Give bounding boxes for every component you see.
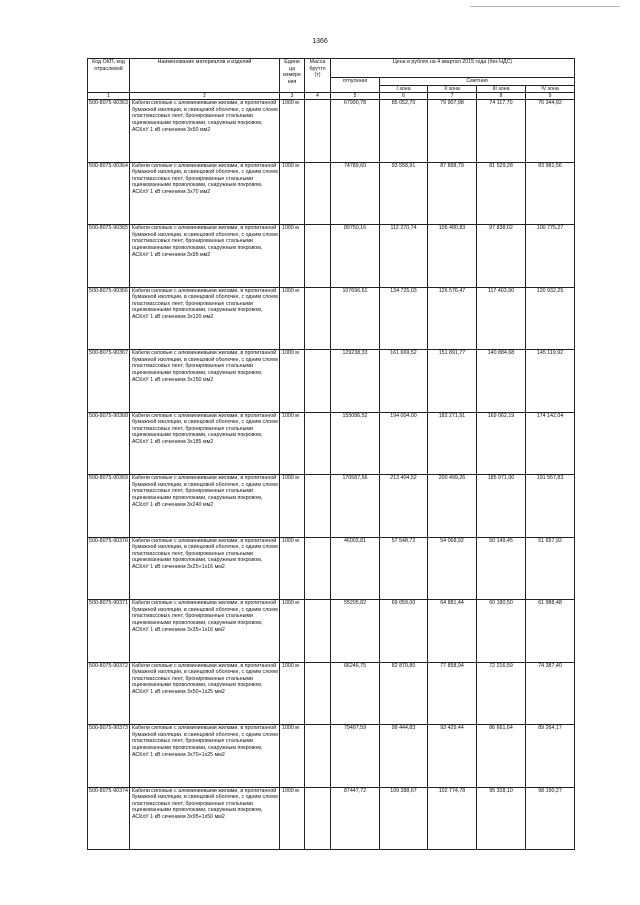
zone4-price-cell: 76 344,92 <box>526 100 575 163</box>
table-row <box>88 600 575 663</box>
release-price-cell: 66246,75 <box>331 662 380 725</box>
zone1-price-cell: 194 004,00 <box>380 412 428 475</box>
header-row-1 <box>88 59 575 78</box>
zone4-price-cell: 191 557,83 <box>526 475 575 538</box>
mass-cell <box>305 537 331 600</box>
zone2-price-cell: 77 858,94 <box>428 662 477 725</box>
zone3-price-cell: 60 180,50 <box>477 600 526 663</box>
mass-cell <box>305 412 331 475</box>
name-cell: Кабели силовые с алюминиевыми жилами, в пропитанной бумажной изоляции, в свинцовой оболочке, с одним слоем пластмассовых лент, бронированные стальными оцинкованными проволоками, снаружным покровом, АСКлУ 1 кВ сечением 3х25+1х16 мм2 <box>130 537 280 600</box>
zone1-price-cell: 99 444,83 <box>380 725 428 788</box>
zone1-price-cell: 82 870,80 <box>380 662 428 725</box>
code-cell: 500-8075-90369 <box>88 475 130 538</box>
top-rule <box>470 6 620 7</box>
header-release: отпускная <box>331 78 380 93</box>
zone3-price-cell: 169 062,19 <box>477 412 526 475</box>
column-number: 4 <box>305 93 331 100</box>
name-cell: Кабели силовые с алюминиевыми жилами, в пропитанной бумажной изоляции, в свинцовой оболочке, с одним слоем пластмассовых лент, бронированные стальными оцинкованными проволоками, снаружным покровом, АСКлУ 1 кВ сечением 3х95+1х50 мм2 <box>130 787 280 850</box>
code-cell: 500-8075-90371 <box>88 600 130 663</box>
table-row <box>88 100 575 163</box>
header-code: Код ОКП, код отраслевой <box>88 59 130 93</box>
column-number-row <box>88 93 575 100</box>
zone1-price-cell: 213 404,52 <box>380 475 428 538</box>
header-zone3: III зона <box>477 85 526 93</box>
zone2-price-cell: 64 881,44 <box>428 600 477 663</box>
zone2-price-cell: 54 068,92 <box>428 537 477 600</box>
unit-cell: 1000 м <box>280 662 305 725</box>
name-cell: Кабели силовые с алюминиевыми жилами, в пропитанной бумажной изоляции, в свинцовой оболочке, с одним слоем пластмассовых лент, бронированные стальными оцинкованными проволоками, снаружным покровом, АСКлУ 1 кВ сечением 3х50 мм2 <box>130 100 280 163</box>
zone1-price-cell: 93 558,91 <box>380 162 428 225</box>
table-row <box>88 350 575 413</box>
unit-cell: 1000 м <box>280 350 305 413</box>
zone4-price-cell: 51 657,92 <box>526 537 575 600</box>
mass-cell <box>305 787 331 850</box>
unit-cell: 1000 м <box>280 412 305 475</box>
zone2-price-cell: 93 429,44 <box>428 725 477 788</box>
unit-cell: 1000 м <box>280 225 305 288</box>
zone2-price-cell: 105 480,83 <box>428 225 477 288</box>
zone4-price-cell: 98 190,27 <box>526 787 575 850</box>
table-row <box>88 412 575 475</box>
zone2-price-cell: 151 891,77 <box>428 350 477 413</box>
release-price-cell: 129238,33 <box>331 350 380 413</box>
name-cell: Кабели силовые с алюминиевыми жилами, в пропитанной бумажной изоляции, в свинцовой оболочке, с одним слоем пластмассовых лент, бронированные стальными оцинкованными проволоками, снаружным покровом, АСКлУ 1 кВ сечением 3х185 мм2 <box>130 412 280 475</box>
unit-cell: 1000 м <box>280 162 305 225</box>
column-number: 1 <box>88 93 130 100</box>
zone4-price-cell: 120 932,25 <box>526 287 575 350</box>
table-body <box>88 59 575 850</box>
release-price-cell: 46003,81 <box>331 537 380 600</box>
zone4-price-cell: 61 988,48 <box>526 600 575 663</box>
column-number: 5 <box>331 93 380 100</box>
header-unit: Едини ца измере ния <box>280 59 305 93</box>
release-price-cell: 87447,72 <box>331 787 380 850</box>
release-price-cell: 74789,60 <box>331 162 380 225</box>
release-price-cell: 107696,61 <box>331 287 380 350</box>
zone2-price-cell: 182 271,91 <box>428 412 477 475</box>
zone2-price-cell: 87 898,79 <box>428 162 477 225</box>
price-table <box>87 58 575 850</box>
release-price-cell: 55205,82 <box>331 600 380 663</box>
code-cell: 500-8075-90365 <box>88 225 130 288</box>
mass-cell <box>305 662 331 725</box>
mass-cell <box>305 225 331 288</box>
unit-cell: 1000 м <box>280 600 305 663</box>
table-row <box>88 475 575 538</box>
zone3-price-cell: 72 216,59 <box>477 662 526 725</box>
zone1-price-cell: 109 388,67 <box>380 787 428 850</box>
code-cell: 500-8075-90372 <box>88 662 130 725</box>
unit-cell: 1000 м <box>280 787 305 850</box>
unit-cell: 1000 м <box>280 537 305 600</box>
column-number: 2 <box>130 93 280 100</box>
zone4-price-cell: 100 775,27 <box>526 225 575 288</box>
code-cell: 500-8075-90363 <box>88 100 130 163</box>
header-zone4: IV зона <box>526 85 575 93</box>
code-cell: 500-8075-90370 <box>88 537 130 600</box>
zone4-price-cell: 83 981,56 <box>526 162 575 225</box>
table-row <box>88 287 575 350</box>
zone4-price-cell: 174 142,04 <box>526 412 575 475</box>
name-cell: Кабели силовые с алюминиевыми жилами, в пропитанной бумажной изоляции, в свинцовой оболочке, с одним слоем пластмассовых лент, бронированные стальными оцинкованными проволоками, снаружным покровом, АСКлУ 1 кВ сечением 3х50+1х25 мм2 <box>130 662 280 725</box>
zone3-price-cell: 50 149,45 <box>477 537 526 600</box>
name-cell: Кабели силовые с алюминиевыми жилами, в пропитанной бумажной изоляции, в свинцовой оболочке, с одним слоем пластмассовых лент, бронированные стальными оцинкованными проволоками, снаружным покровом, АСКлУ 1 кВ сечением 3х70 мм2 <box>130 162 280 225</box>
table-row <box>88 225 575 288</box>
unit-cell: 1000 м <box>280 287 305 350</box>
release-price-cell: 67990,78 <box>331 100 380 163</box>
code-cell: 500-8075-90368 <box>88 412 130 475</box>
name-cell: Кабели силовые с алюминиевыми жилами, в пропитанной бумажной изоляции, в свинцовой оболочке, с одним слоем пластмассовых лент, бронированные стальными оцинкованными проволоками, снаружным покровом, АСКлУ 1 кВ сечением 3х95 мм2 <box>130 225 280 288</box>
mass-cell <box>305 100 331 163</box>
column-number: 9 <box>526 93 575 100</box>
zone3-price-cell: 185 971,00 <box>477 475 526 538</box>
table-row <box>88 162 575 225</box>
header-estimate: Сметная <box>380 78 575 86</box>
table-row <box>88 725 575 788</box>
zone2-price-cell: 79 907,98 <box>428 100 477 163</box>
header-zone2: II зона <box>428 85 477 93</box>
page-number: 1366 <box>312 38 328 45</box>
release-price-cell: 89750,16 <box>331 225 380 288</box>
zone1-price-cell: 57 548,72 <box>380 537 428 600</box>
mass-cell <box>305 162 331 225</box>
mass-cell <box>305 350 331 413</box>
column-number: 3 <box>280 93 305 100</box>
code-cell: 500-8075-90367 <box>88 350 130 413</box>
code-cell: 500-8075-90373 <box>88 725 130 788</box>
name-cell: Кабели силовые с алюминиевыми жилами, в пропитанной бумажной изоляции, в свинцовой оболочке, с одним слоем пластмассовых лент, бронированные стальными оцинкованными проволоками, снаружным покровом, АСКлУ 1 кВ сечением 3х120 мм2 <box>130 287 280 350</box>
column-number: 7 <box>428 93 477 100</box>
table-row <box>88 787 575 850</box>
column-number: 8 <box>477 93 526 100</box>
code-cell: 500-8075-90374 <box>88 787 130 850</box>
name-cell: Кабели силовые с алюминиевыми жилами, в пропитанной бумажной изоляции, в свинцовой оболочке, с одним слоем пластмассовых лент, бронированные стальными оцинкованными проволоками, снаружным покровом, АСКлУ 1 кВ сечением 3х240 мм2 <box>130 475 280 538</box>
code-cell: 500-8075-90366 <box>88 287 130 350</box>
zone1-price-cell: 85 052,70 <box>380 100 428 163</box>
zone1-price-cell: 69 059,00 <box>380 600 428 663</box>
zone1-price-cell: 134 725,03 <box>380 287 428 350</box>
release-price-cell: 170587,56 <box>331 475 380 538</box>
zone1-price-cell: 161 669,52 <box>380 350 428 413</box>
zone3-price-cell: 117 403,90 <box>477 287 526 350</box>
release-price-cell: 79497,59 <box>331 725 380 788</box>
unit-cell: 1000 м <box>280 725 305 788</box>
zone1-price-cell: 112 270,74 <box>380 225 428 288</box>
table-row <box>88 537 575 600</box>
column-number: 6 <box>380 93 428 100</box>
release-price-cell: 155086,52 <box>331 412 380 475</box>
zone2-price-cell: 102 774,78 <box>428 787 477 850</box>
zone4-price-cell: 145 119,92 <box>526 350 575 413</box>
mass-cell <box>305 475 331 538</box>
mass-cell <box>305 725 331 788</box>
header-mass: Масса брутто (т) <box>305 59 331 93</box>
header-name: Наименование материалов и изделий <box>130 59 280 93</box>
mass-cell <box>305 287 331 350</box>
zone3-price-cell: 74 117,70 <box>477 100 526 163</box>
zone4-price-cell: 89 264,17 <box>526 725 575 788</box>
code-cell: 500-8075-90364 <box>88 162 130 225</box>
zone2-price-cell: 126 576,47 <box>428 287 477 350</box>
header-zone1: I зона <box>380 85 428 93</box>
zone3-price-cell: 140 884,68 <box>477 350 526 413</box>
name-cell: Кабели силовые с алюминиевыми жилами, в пропитанной бумажной изоляции, в свинцовой оболочке, с одним слоем пластмассовых лент, бронированные стальными оцинкованными проволоками, снаружным покровом, АСКлУ 1 кВ сечением 3х35+1х16 мм2 <box>130 600 280 663</box>
zone3-price-cell: 81 529,28 <box>477 162 526 225</box>
unit-cell: 1000 м <box>280 100 305 163</box>
zone3-price-cell: 86 661,64 <box>477 725 526 788</box>
name-cell: Кабели силовые с алюминиевыми жилами, в пропитанной бумажной изоляции, в свинцовой оболочке, с одним слоем пластмассовых лент, бронированные стальными оцинкованными проволоками, снаружным покровом, АСКлУ 1 кВ сечением 3х150 мм2 <box>130 350 280 413</box>
zone2-price-cell: 200 499,26 <box>428 475 477 538</box>
zone3-price-cell: 95 328,10 <box>477 787 526 850</box>
table-row <box>88 662 575 725</box>
zone4-price-cell: 74 387,40 <box>526 662 575 725</box>
unit-cell: 1000 м <box>280 475 305 538</box>
mass-cell <box>305 600 331 663</box>
header-price-group: Цена в рублях на 4 квартал 2015 года (без НДС) <box>331 59 575 78</box>
name-cell: Кабели силовые с алюминиевыми жилами, в пропитанной бумажной изоляции, в свинцовой оболочке, с одним слоем пластмассовых лент, бронированные стальными оцинкованными проволоками, снаружным покровом, АСКлУ 1 кВ сечением 3х70+1х25 мм2 <box>130 725 280 788</box>
zone3-price-cell: 97 838,02 <box>477 225 526 288</box>
